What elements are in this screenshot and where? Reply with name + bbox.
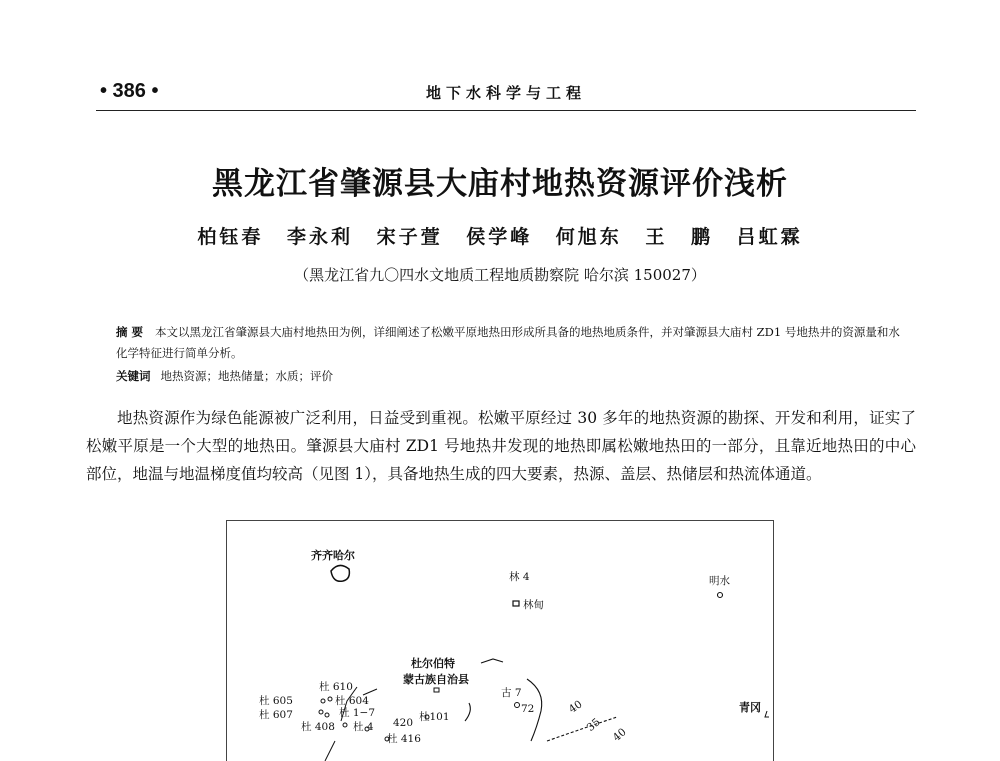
label-du408: 杜 408 <box>301 721 335 733</box>
label-72: 72 <box>521 703 535 715</box>
well-marker <box>321 699 325 703</box>
keywords-text: 地热资源；地热储量；水质；评价 <box>160 369 333 383</box>
page-number: • 386 • <box>100 80 159 102</box>
label-du416: 杜 416 <box>387 733 421 745</box>
label-du1-7: 杜 1−7 <box>339 707 375 719</box>
article-title: 黑龙江省肇源县大庙村地热资源评价浅析 <box>212 166 788 202</box>
label-du4: 杜 4 <box>353 721 374 733</box>
abstract-label: 摘 要 <box>116 325 144 339</box>
contour-label-35: 35 <box>584 716 603 734</box>
author-list: 柏钰春 李永利 宋子萱 侯学峰 何旭东 王 鹏 吕虹霖 <box>197 226 803 248</box>
isotherm-line <box>465 703 470 721</box>
gu7-marker <box>515 703 520 708</box>
boundary-line <box>481 659 503 663</box>
affiliation: （黑龙江省九〇四水文地质工程地质勘察院 哈尔滨 150027） <box>294 266 706 284</box>
label-du610: 杜 610 <box>319 681 353 693</box>
label-durbert-county: 蒙古族自治县 <box>403 673 469 686</box>
qinggang-marker <box>765 711 769 717</box>
contour-label-40: 40 <box>566 698 585 716</box>
label-du605: 杜 605 <box>259 695 293 707</box>
label-mingshui: 明水 <box>709 575 730 587</box>
label-420: 420 <box>393 717 414 729</box>
lindian-marker <box>513 601 519 606</box>
label-durbert: 杜尔伯特 <box>411 657 455 670</box>
contour-line <box>547 717 617 741</box>
well-marker <box>319 710 323 714</box>
label-du604: 杜 604 <box>335 695 369 707</box>
label-qinggang: 青冈 <box>739 701 761 714</box>
keywords-label: 关键词 <box>116 369 151 383</box>
body-paragraph: 地热资源作为绿色能源被广泛利用，日益受到重视。松嫩平原经过 30 多年的地热资源的勘探、开发和利用，证实了松嫩平原是一个大型的地热田。肇源县大庙村 ZD1 号地热井发现的地热即属松嫩地热田的一部分，且靠近地热田的中心部位，地温与地温梯度值均较高（见图 1），具备地热生成的四大要素，热源、盖层、热储层和热流体通道。 <box>86 409 916 483</box>
label-du607: 杜 607 <box>259 709 293 721</box>
well-marker <box>328 697 332 701</box>
mingshui-marker <box>718 593 723 598</box>
abstract-text: 本文以黑龙江省肇源县大庙村地热田为例，详细阐述了松嫩平原地热田形成所具备的地热地质条件，并对肇源县大庙村 ZD1 号地热井的资源量和水化学特征进行简单分析。 <box>116 325 900 360</box>
keywords <box>116 368 333 384</box>
label-du101: 杜101 <box>419 711 450 723</box>
label-lindian: 林甸 <box>523 599 544 611</box>
well-marker <box>325 713 329 717</box>
label-lin4: 林 4 <box>509 571 530 583</box>
journal-name: 地下水科学与工程 <box>425 84 586 102</box>
contour-label-40b: 40 <box>610 726 629 744</box>
label-qiqihar: 齐齐哈尔 <box>311 549 355 562</box>
running-head <box>96 78 916 111</box>
durbert-marker <box>434 688 439 692</box>
qiqihar-city-outline <box>331 565 349 581</box>
well-marker <box>343 723 347 727</box>
abstract <box>116 322 906 364</box>
label-gu7: 古 7 <box>501 687 522 699</box>
figure-1-map <box>226 520 774 761</box>
